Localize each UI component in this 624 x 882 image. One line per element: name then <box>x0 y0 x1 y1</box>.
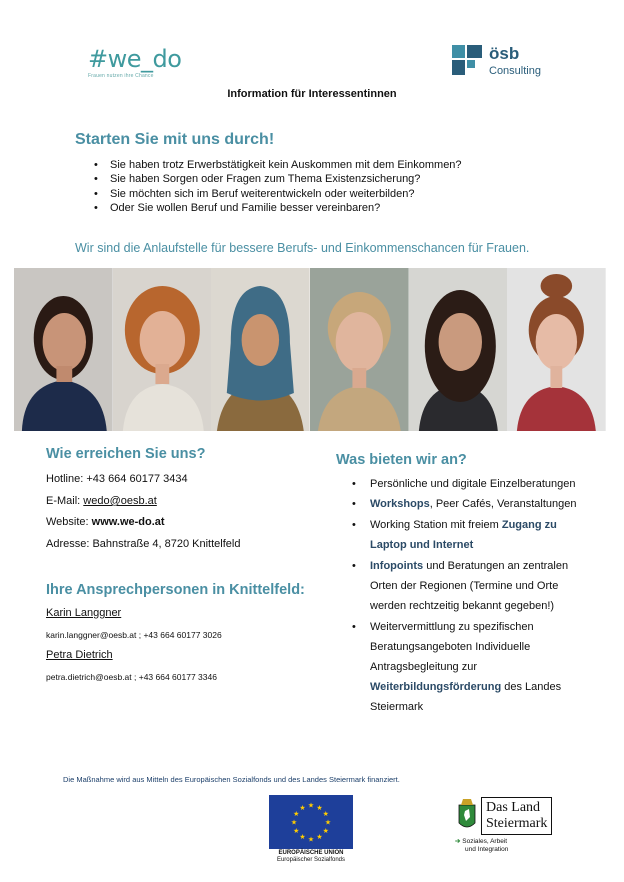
wedo-logo <box>88 47 184 83</box>
eu-star-icon: ★ <box>322 811 329 818</box>
question-item: • Sie möchten sich im Beruf weiterentwickeln oder weiterbilden? <box>94 187 462 201</box>
info-title: Information für Interessentinnen <box>227 88 397 100</box>
tagline: Wir sind die Anlaufstelle für bessere Berufs- und Einkommenschancen für Frauen. <box>75 241 530 255</box>
offer-item: • Weitervermittlung zu spezifischen Beratungsangeboten Individuelle Antragsbegleitung zur Weiterbildungsförderung des Landes Steiermark <box>352 617 592 717</box>
person-detail: petra.dietrich@oesb.at ; +43 664 60177 3346 <box>46 672 217 682</box>
eu-flag-icon <box>269 795 353 849</box>
eu-star-icon: ★ <box>293 811 300 818</box>
question-item: • Oder Sie wollen Beruf und Familie besser vereinbaren? <box>94 201 462 215</box>
offer-item: • Workshops, Peer Cafés, Veranstaltungen <box>352 494 592 514</box>
email-line <box>46 495 157 507</box>
hero-title: Starten Sie mit uns durch! <box>75 131 275 148</box>
portrait-photo <box>409 268 508 431</box>
funding-note: Die Maßnahme wird aus Mitteln des Europäischen Sozialfonds und des Landes Steiermark finanziert. <box>63 775 400 784</box>
question-item: • Sie haben trotz Erwerbstätigkeit kein Auskommen mit dem Einkommen? <box>94 158 462 172</box>
eu-star-icon: ★ <box>299 804 306 812</box>
email-link[interactable]: wedo@oesb.at <box>83 495 157 507</box>
offer-list <box>352 478 592 718</box>
steiermark-name: Das Land Steiermark <box>481 797 552 835</box>
eu-caption-line1: EUROPÄISCHE UNION <box>278 850 344 856</box>
email-label: E-Mail: <box>46 495 84 507</box>
portrait-strip <box>14 268 606 431</box>
oesb-logo <box>452 45 552 81</box>
offer-heading: Was bieten wir an? <box>336 452 467 468</box>
eu-star-icon: ★ <box>307 802 315 810</box>
portrait-photo <box>113 268 212 431</box>
eu-star-icon: ★ <box>299 834 306 842</box>
portrait-photo <box>14 268 113 431</box>
question-list <box>94 158 462 215</box>
eu-caption <box>255 850 367 864</box>
eu-star-icon: ★ <box>324 819 332 827</box>
arrow-right-icon: ➔ <box>455 838 461 845</box>
wedo-logo-text: #we_do <box>88 45 182 73</box>
eu-star-icon: ★ <box>316 834 323 842</box>
offer-item: • Working Station mit freiem Zugang zu Laptop und Internet <box>352 515 592 555</box>
eu-star-icon: ★ <box>307 836 315 844</box>
question-item: • Sie haben Sorgen oder Fragen zum Thema Existenzsicherung? <box>94 172 462 186</box>
eu-star-icon: ★ <box>293 828 300 835</box>
eu-star-icon: ★ <box>316 804 323 812</box>
oesb-name: ösb <box>489 44 520 63</box>
steiermark-department: ➔ Soziales, Arbeit und Integration <box>455 838 509 853</box>
coat-of-arms-icon <box>457 797 477 833</box>
person-name: Karin Langgner <box>46 607 122 619</box>
oesb-mark-icon <box>452 45 482 75</box>
offer-item: • Persönliche und digitale Einzelberatungen <box>352 478 592 490</box>
eu-caption-line2: Europäischer Sozialfonds <box>276 857 346 863</box>
hotline: Hotline: +43 664 60177 3434 <box>46 473 188 485</box>
wedo-tagline: Frauen nutzen ihre Chance <box>88 73 154 79</box>
website-line <box>46 516 165 528</box>
website-link[interactable]: www.we-do.at <box>91 516 165 528</box>
portrait-photo <box>310 268 409 431</box>
oesb-subtitle: Consulting <box>489 65 541 77</box>
eu-star-icon: ★ <box>290 819 298 827</box>
contact-heading: Wie erreichen Sie uns? <box>46 446 206 462</box>
address: Adresse: Bahnstraße 4, 8720 Knittelfeld <box>46 538 241 550</box>
offer-item: • Infopoints und Beratungen an zentralen Orten der Regionen (Termine und Orte werden rechtzeitig bekannt gegeben!) <box>352 556 592 616</box>
person-name: Petra Dietrich <box>46 649 113 661</box>
portrait-photo <box>211 268 310 431</box>
eu-star-icon: ★ <box>322 828 329 835</box>
website-label: Website: <box>46 516 92 528</box>
person-detail: karin.langgner@oesb.at ; +43 664 60177 3026 <box>46 630 222 640</box>
steiermark-logo <box>455 797 565 859</box>
portrait-photo <box>507 268 606 431</box>
persons-heading: Ihre Ansprechpersonen in Knittelfeld: <box>46 582 305 598</box>
